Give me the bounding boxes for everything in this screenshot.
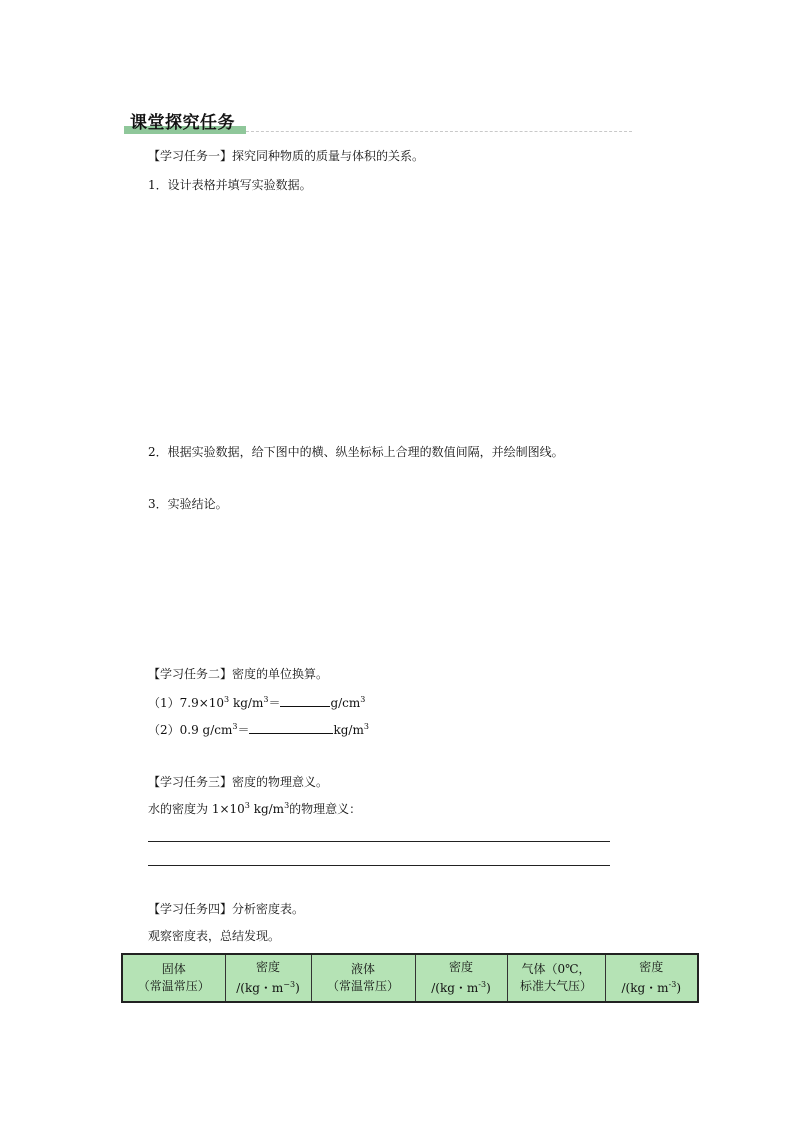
task4-instruction: 观察密度表，总结发现。 [148,929,281,943]
task1-header: 【学习任务一】探究同种物质的质量与体积的关系。 [148,149,425,163]
header-gas-density-unit: /(kg・m [621,981,669,995]
header-gas-density-line1: 密度 [639,960,664,974]
task3-question-exp: 3 [244,801,250,810]
table-header-row [122,954,698,1002]
header-gas-density-close: ) [676,981,682,995]
header-gas [507,954,605,1002]
header-liquid-density-line1: 密度 [448,960,473,974]
section-title: 课堂探究任务 [130,113,235,133]
task1-step1: 1．设计表格并填写实验数据。 [148,178,312,192]
header-solid-line2: （常温常压） [137,979,210,993]
header-liquid-density-line2 [418,976,505,997]
task2-question-2 [148,721,369,738]
q1-unit: g/cm [330,696,361,710]
header-liquid-density [415,954,507,1002]
q2-unit-exp: 3 [363,722,369,731]
header-solid-density [225,954,311,1002]
task4-header: 【学习任务四】分析密度表。 [148,902,305,916]
task3-question-mid: kg/m [249,802,285,816]
header-liquid-density-unit: /(kg・m [431,981,479,995]
header-gas-density-line2 [608,976,696,997]
header-liquid [311,954,415,1002]
q2-prefix: （2）0.9 g/cm [148,723,233,737]
task3-question-prefix: 水的密度为 1×10 [148,802,245,816]
q1-equals: ＝ [268,696,281,710]
q2-exp: 3 [232,722,238,731]
task2-header: 【学习任务二】密度的单位换算。 [148,667,329,681]
header-solid-density-unit: /(kg・m [236,981,284,995]
header-gas-density-sup: -3 [668,980,677,989]
header-solid-density-line1: 密度 [255,960,280,974]
q1-answer-blank[interactable] [280,694,330,707]
header-liquid-density-close: ) [486,981,491,995]
task2-question-1 [148,694,365,711]
task3-question-suffix: 的物理意义： [289,802,362,816]
q1-mid-exp: 3 [263,695,269,704]
density-table [121,953,699,1003]
header-liquid-density-sup: -3 [478,980,487,989]
q2-answer-blank[interactable] [249,721,333,734]
task3-header: 【学习任务三】密度的物理意义。 [148,775,329,789]
header-liquid-line1: 液体 [350,962,375,976]
header-solid-density-line2 [228,976,309,997]
task1-step2: 2．根据实验数据，给下图中的横、纵坐标标上合理的数值间隔，并绘制图线。 [148,445,564,459]
header-solid-line1: 固体 [161,962,186,976]
q1-prefix: （1）7.9×10 [148,696,225,710]
header-gas-line1: 气体（0℃， [521,962,591,976]
heading-divider [246,131,632,132]
header-gas-density [605,954,698,1002]
q1-unit-exp: 3 [360,695,366,704]
task1-step3: 3．实验结论。 [148,497,228,511]
q1-mid: kg/m [229,696,264,710]
header-solid [122,954,225,1002]
header-solid-density-close: ) [295,981,300,995]
header-solid-density-sup: −3 [283,980,296,989]
answer-line-1[interactable] [148,841,610,842]
q1-exp: 3 [224,695,230,704]
answer-line-2[interactable] [148,865,610,866]
header-liquid-line2: （常温常压） [326,979,399,993]
q2-unit: kg/m [333,723,364,737]
task3-question [148,800,361,817]
q2-equals: ＝ [237,723,250,737]
header-gas-line2: 标准大气压） [519,979,592,993]
task3-question-mid-exp: 3 [284,801,290,810]
section-heading [124,108,235,133]
